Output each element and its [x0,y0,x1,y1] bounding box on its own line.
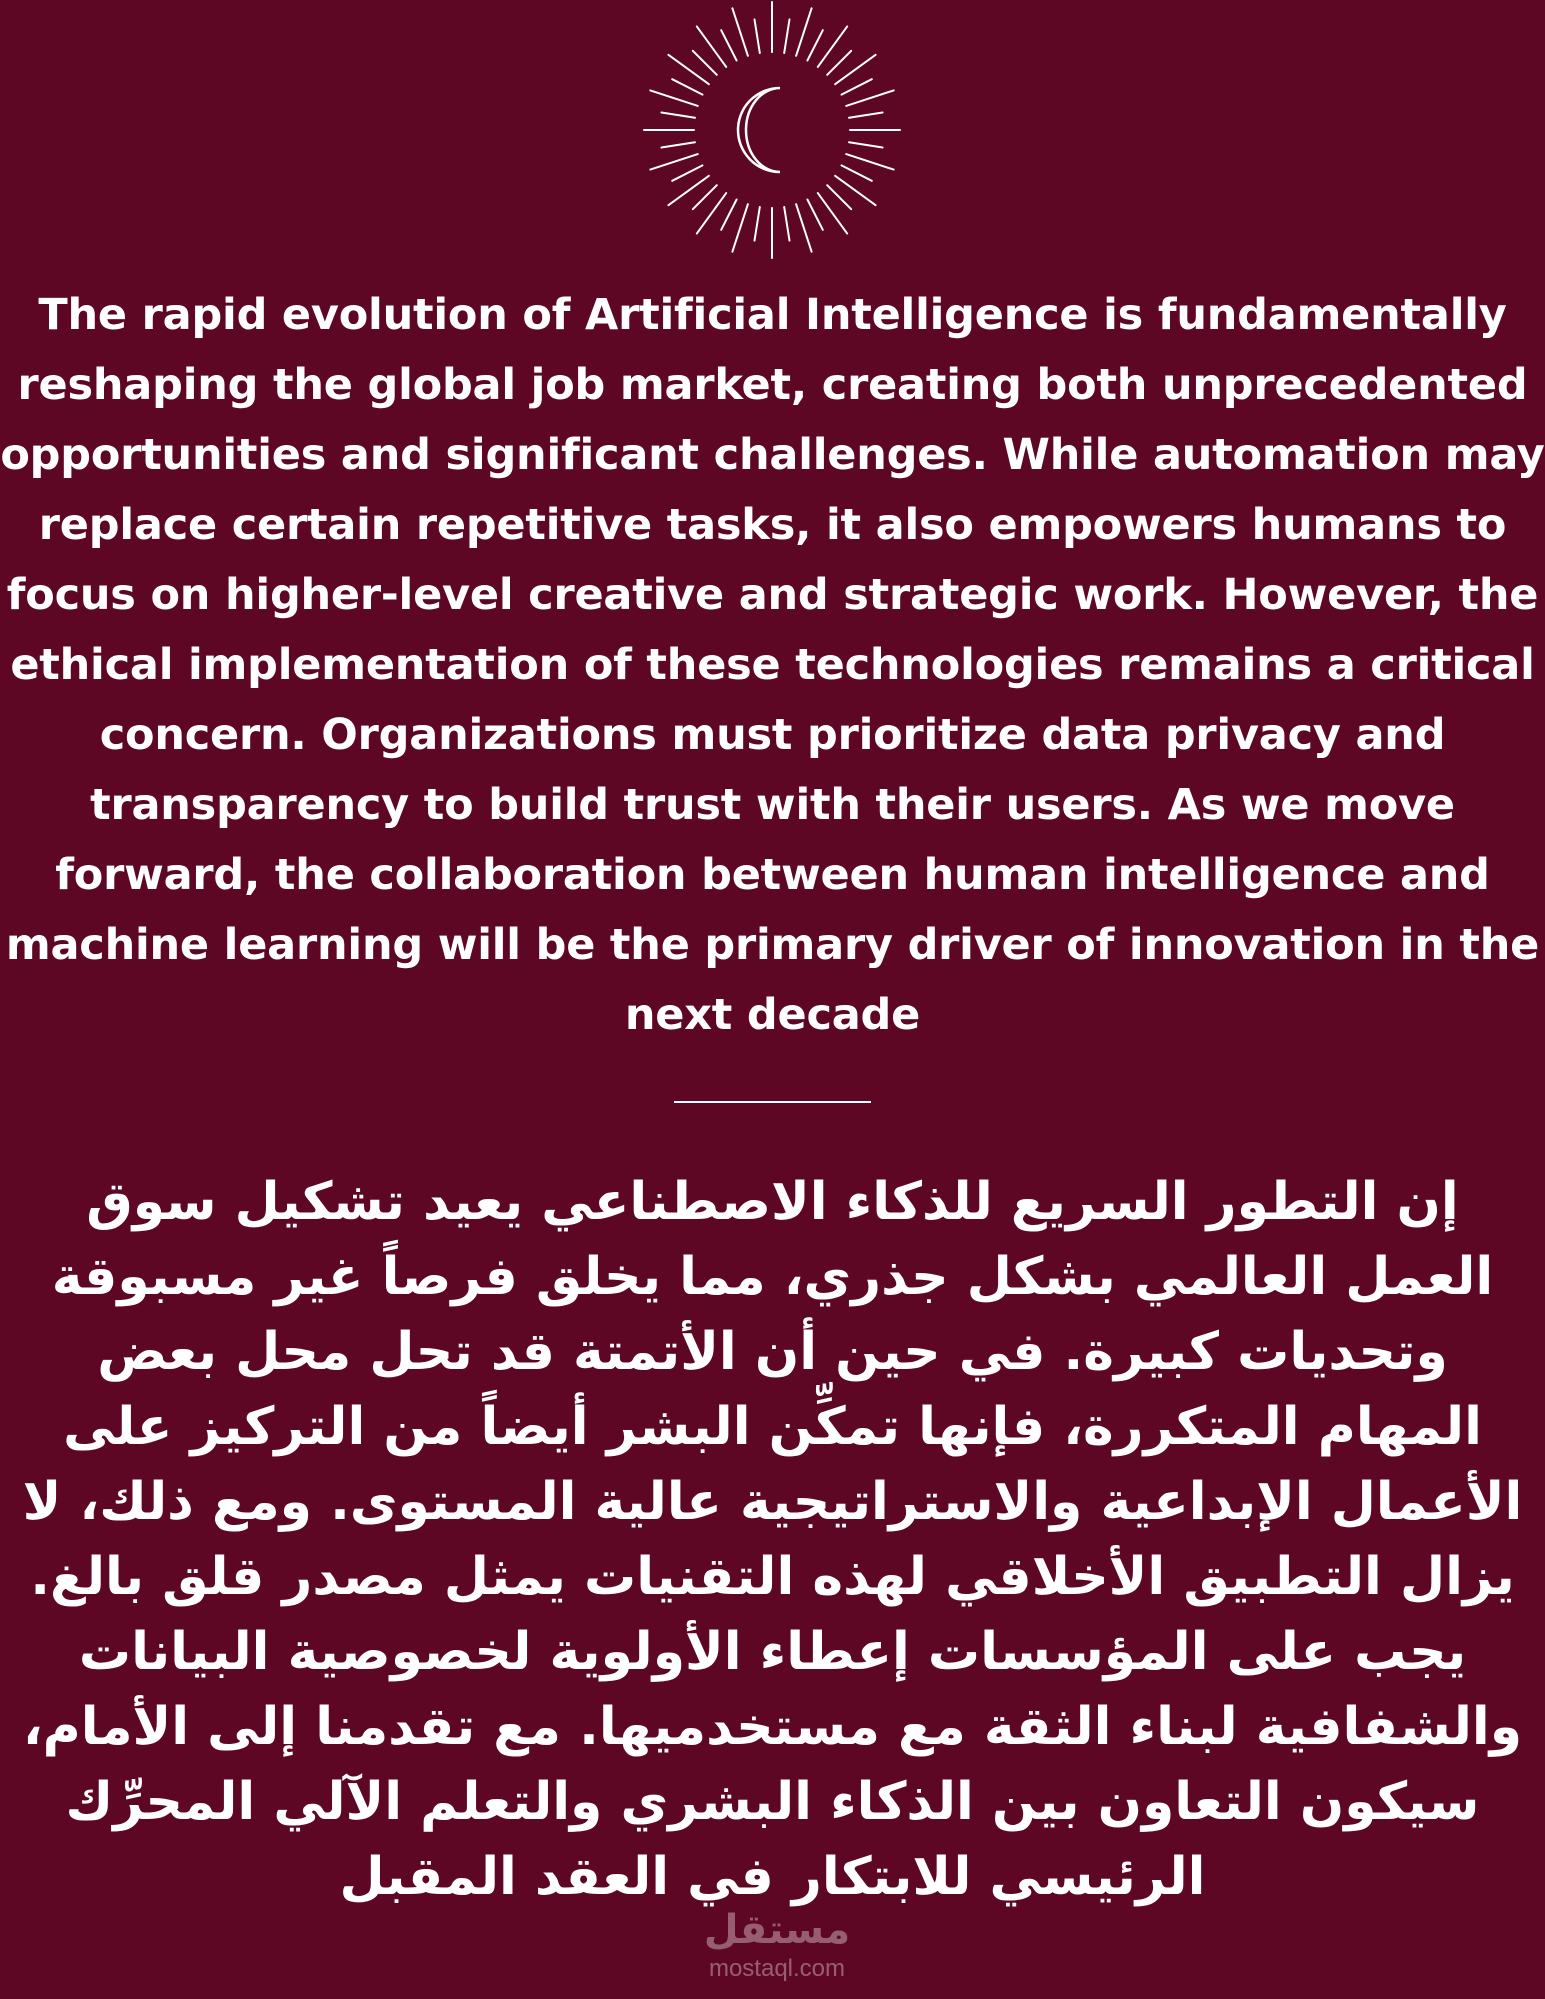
sunburst-ray [796,8,812,56]
sunburst-ray [755,19,760,53]
divider-line [674,1101,871,1103]
sunburst-ray [755,207,760,241]
sunburst-ray [784,19,789,53]
sunburst-ray [693,51,717,75]
sunburst-ray [732,204,748,252]
sunburst-ray [650,154,698,170]
sunburst-ray [807,200,822,230]
sunburst-ray [672,79,702,94]
sunburst-ray [849,113,883,118]
watermark-url: mostaql.com [708,1955,846,1982]
sunburst-ray [693,185,717,209]
sunburst-ray [849,142,883,147]
sunburst-ray [650,90,698,106]
sunburst-ray [721,200,736,230]
crescent-moon-sunburst-icon [632,0,912,270]
arabic-paragraph: إن التطور السريع للذكاء الاصطناعي يعيد تشكيل سوق العمل العالمي بشكل جذري، مما يخلق فرصاً غير مسبوقة وتحديات كبيرة. في حين أن الأتمتة قد تحل محل بعض المهام المتكررة، فإنها تمكِّن البشر أيضاً من التركيز على الأعمال الإبداعية والاستراتيجية عالية المستوى. ومع ذلك، لا يزال التطبيق الأخلاقي لهذه التقنيات يمثل مصدر قلق بالغ. يجب على المؤسسات إعطاء الأولوية لخصوصية البيانات والشفافية لبناء الثقة مع مستخدميها. مع تقدمنا إلى الأمام، سيكون التعاون بين الذكاء البشري والتعلم الآلي المحرِّك الرئيسي للابتكار في العقد المقبل [22,1172,1523,1907]
sunburst-ray [784,207,789,241]
sunburst-ray [672,165,702,180]
watermark-logo: مستقل [703,1907,851,1953]
sunburst-ray [842,165,872,180]
sunburst-ray [827,185,851,209]
sunburst-ray [721,30,736,60]
sunburst-ray [842,79,872,94]
sunburst-ray [732,8,748,56]
sunburst-ray [846,154,894,170]
sunburst-ray [796,204,812,252]
sunburst-ray [661,142,695,147]
watermark [672,1905,882,1990]
english-paragraph: The rapid evolution of Artificial Intelligence is fundamentally reshaping the global job market, creating both unprecedented opportunities and significant challenges. While automation may replace certain repetitive tasks, it also empowers humans to focus on higher-level creative and strategic work. However, the ethical implementation of these technologies remains a critical concern. Organizations must prioritize data privacy and transparency to build trust with their users. As we move forward, the collaboration between human intelligence and machine learning will be the primary driver of innovation in the next decade [0,290,1545,1040]
sunburst-ray [661,113,695,118]
sunburst-ray [827,51,851,75]
sunburst-ray [846,90,894,106]
sunburst-ray [807,30,822,60]
